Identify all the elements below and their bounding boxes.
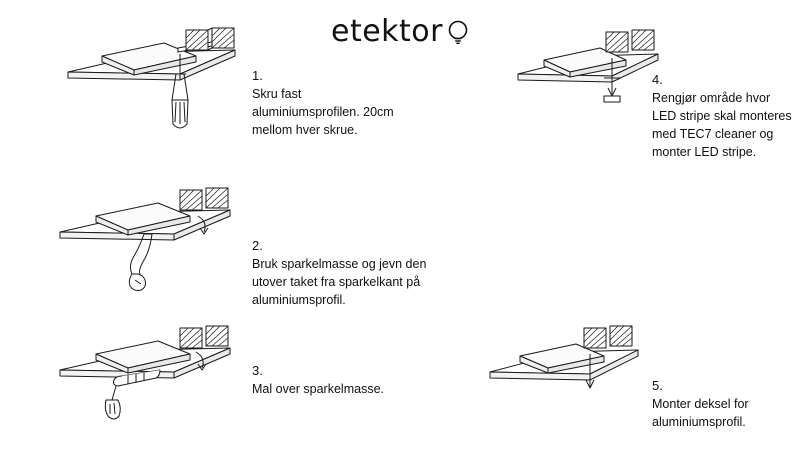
step-3-number: 3. (252, 363, 263, 378)
step-4-number: 4. (652, 72, 663, 87)
lightbulb-icon (447, 19, 469, 45)
illustration-step-5 (480, 318, 660, 418)
step-5-number: 5. (652, 378, 663, 393)
illustration-step-2 (48, 180, 268, 300)
step-4-text: Rengjør område hvor LED stripe skal monteres med TEC7 cleaner og monter LED stripe. (652, 91, 792, 160)
illustration-step-4 (508, 22, 668, 122)
illustration-step-3 (48, 318, 268, 428)
step-2-text: Bruk sparkelmasse og jevn den utover taket fra sparkelkant på aluminiumsprofil. (252, 257, 427, 308)
step-1 (252, 68, 402, 139)
step-1-number: 1. (252, 68, 263, 83)
step-2 (252, 238, 452, 309)
step-3-text: Mal over sparkelmasse. (252, 382, 384, 396)
brand-name: etektor (330, 14, 443, 49)
step-3 (252, 363, 452, 398)
step-5-text: Monter deksel for aluminiumsprofil. (652, 397, 749, 430)
illustration-step-1 (60, 12, 260, 152)
step-4 (652, 72, 792, 162)
step-1-text: Skru fast aluminiumsprofilen. 20cm mellom hver skrue. (252, 87, 394, 138)
step-2-number: 2. (252, 238, 263, 253)
step-5 (652, 378, 792, 431)
